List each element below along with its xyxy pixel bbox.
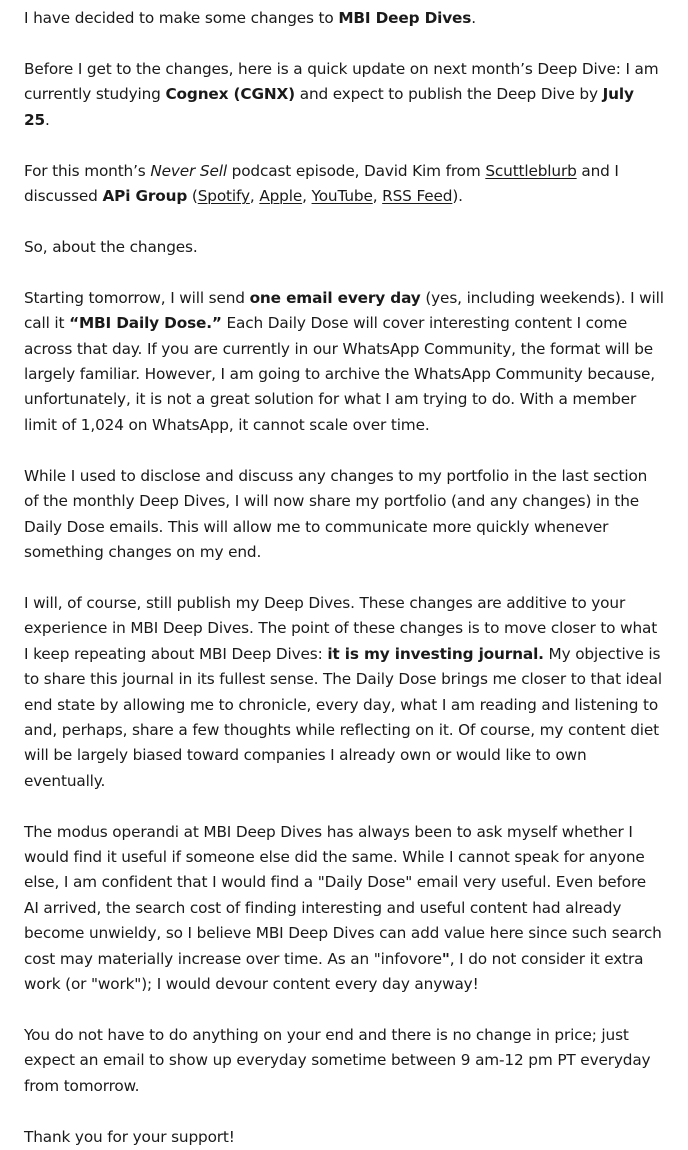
- daily-dose-paragraph: [24, 286, 664, 438]
- text-span: Thank you for your support!: [24, 1127, 235, 1146]
- text-span: .: [45, 110, 50, 129]
- separator: ,: [302, 187, 312, 206]
- text-span: Starting tomorrow, I will send: [24, 288, 250, 307]
- text-span: Each Daily Dose will cover interesting content I come across that day. If you are currently in our WhatsApp Community, the format will be largely familiar. However, I am going to archive the WhatsApp Community because, unfortunately, it is not a great solution for what I am trying to do. With a member limit of 1,024 on WhatsApp, it cannot scale over time.: [24, 314, 656, 434]
- bold-text: “MBI Daily Dose.”: [69, 314, 222, 333]
- text-span: and I discussed: [24, 161, 619, 206]
- text-span: You do not have to do anything on your end and there is no change in price; just expect an email to show up everyday sometime between 9 am-12 pm PT everyday from tomorrow.: [24, 1026, 651, 1095]
- text-span: I have decided to make some changes to: [24, 9, 339, 27]
- podcast-paragraph: [24, 159, 664, 210]
- text-span: My objective is to share this journal in its fullest sense. The Daily Dose brings me closer to that ideal end state by allowing me to chronicle, every day, what I am reading and listening to and, perhaps, share a few thoughts while reflecting on it. Of course, my content diet will be largely biased toward companies I already own or would like to own eventually.: [24, 644, 662, 790]
- text-span: , I do not consider it extra work (or "work"); I would devour content every day anyway!: [24, 949, 644, 994]
- text-span: and expect to publish the Deep Dive by: [295, 85, 603, 104]
- bold-text: Cognex (CGNX): [165, 85, 296, 104]
- portfolio-paragraph: [24, 464, 664, 566]
- youtube-link[interactable]: YouTube: [311, 187, 373, 206]
- bold-text: ": [441, 949, 450, 968]
- text-span: podcast episode, David Kim from: [226, 161, 486, 180]
- update-paragraph: [24, 57, 664, 133]
- bold-text: it is my investing journal.: [327, 644, 544, 663]
- intro-paragraph: [24, 6, 664, 31]
- modus-operandi-paragraph: [24, 820, 664, 998]
- bold-text: MBI Deep Dives: [338, 9, 472, 27]
- text-span: So, about the changes.: [24, 237, 198, 256]
- text-span: .: [471, 9, 476, 27]
- text-span: While I used to disclose and discuss any changes to my portfolio in the last section of the monthly Deep Dives, I will now share my portfolio (and any changes) in the Daily Dose emails. This will allow me to communicate more quickly whenever something changes on my end.: [24, 466, 648, 561]
- apple-link[interactable]: Apple: [259, 187, 303, 206]
- spotify-link[interactable]: Spotify: [197, 187, 250, 206]
- journal-paragraph: [24, 591, 664, 794]
- text-span: (: [187, 187, 198, 206]
- bold-text: one email every day: [249, 288, 421, 307]
- text-span: I will, of course, still publish my Deep Dives. These changes are additive to your experience in MBI Deep Dives. The point of these changes is to move closer to what I keep repeating about MBI Deep Dives:: [24, 593, 658, 663]
- text-span: ).: [452, 187, 463, 206]
- separator: ,: [249, 187, 260, 206]
- no-action-paragraph: [24, 1023, 664, 1099]
- text-span: The modus operandi at MBI Deep Dives has always been to ask myself whether I would find it useful if someone else did the same. While I cannot speak for anyone else, I am confident that I would find a "Daily Dose" email very useful. Even before AI arrived, the search cost of finding interesting and useful content had already become unwieldy, so I believe MBI Deep Dives can add value here since such search cost may materially increase over time. As an "infovore: [24, 822, 662, 968]
- text-span: Before I get to the changes, here is a quick update on next month’s Deep Dive: I am currently studying: [24, 59, 659, 104]
- text-span: For this month’s: [24, 161, 151, 180]
- scuttleblurb-link[interactable]: Scuttleblurb: [485, 161, 577, 180]
- bold-text: APi Group: [102, 187, 188, 206]
- separator: ,: [372, 187, 383, 206]
- bold-text: July 25: [24, 85, 634, 129]
- rss-feed-link[interactable]: RSS Feed: [382, 187, 453, 206]
- text-span: (yes, including weekends). I will call it: [24, 288, 664, 333]
- changes-intro-paragraph: [24, 235, 664, 260]
- italic-text: Never Sell: [150, 161, 227, 180]
